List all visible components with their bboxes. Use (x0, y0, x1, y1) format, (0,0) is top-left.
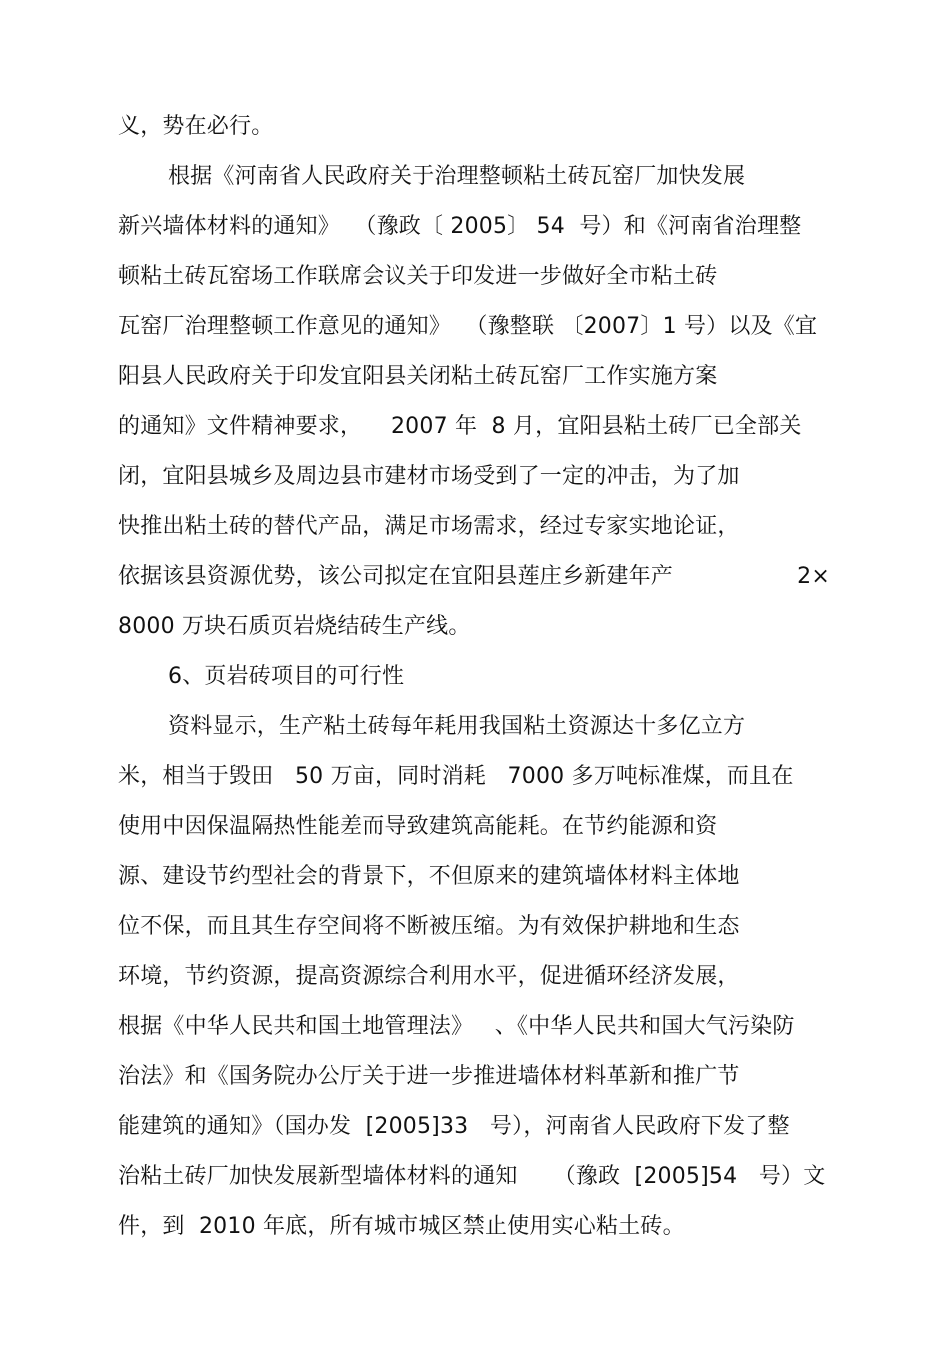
text-line: 件，到 2010 年底，所有城市城区禁止使用实心粘土砖。 (118, 1214, 685, 1239)
text-line: 闭，宜阳县城乡及周边县市建材市场受到了一定的冲击，为了加 (118, 464, 740, 489)
text-line: 根据《河南省人民政府关于治理整顿粘土砖瓦窑厂加快发展 (168, 164, 746, 189)
text-line: 根据《中华人民共和国土地管理法》 、《中华人民共和国大气污染防 (118, 1014, 795, 1039)
text-line: 资料显示，生产粘土砖每年耗用我国粘土资源达十多亿立方 (168, 714, 746, 739)
text-line: 位不保，而且其生存空间将不断被压缩。为有效保护耕地和生态 (118, 914, 740, 939)
text-line: 治法》和《国务院办公厅关于进一步推进墙体材料革新和推广节 (118, 1064, 740, 1089)
section-heading: 6、页岩砖项目的可行性 (168, 664, 405, 689)
text-line: 新兴墙体材料的通知》 （豫政〔 2005〕 54 号）和《河南省治理整 (118, 214, 802, 239)
text-line: 米，相当于毁田 50 万亩，同时消耗 7000 多万吨标准煤，而且在 (118, 764, 794, 789)
text-line: 能建筑的通知》（国办发 [2005]33 号），河南省人民政府下发了整 (118, 1114, 790, 1139)
text-line: 顿粘土砖瓦窑场工作联席会议关于印发进一步做好全市粘土砖 (118, 264, 718, 289)
text-line: 使用中因保温隔热性能差而导致建筑高能耗。在节约能源和资 (118, 814, 718, 839)
text-line: 的通知》文件精神要求， 2007 年 8 月，宜阳县粘土砖厂已全部关 (118, 414, 802, 439)
text-line: 源、建设节约型社会的背景下，不但原来的建筑墙体材料主体地 (118, 864, 740, 889)
text-line: 瓦窑厂治理整顿工作意见的通知》 （豫整联 〔2007〕1 号）以及《宜 (118, 314, 818, 339)
text-line: 环境，节约资源，提高资源综合利用水平，促进循环经济发展， (118, 964, 740, 989)
text-line: 依据该县资源优势，该公司拟定在宜阳县莲庄乡新建年产 (118, 564, 674, 589)
text-line: 8000 万块石质页岩烧结砖生产线。 (118, 614, 471, 639)
text-line: 阳县人民政府关于印发宜阳县关闭粘土砖瓦窑厂工作实施方案 (118, 364, 718, 389)
text-line: 快推出粘土砖的替代产品，满足市场需求，经过专家实地论证， (118, 514, 740, 539)
text-line: 治粘土砖厂加快发展新型墙体材料的通知 （豫政 [2005]54 号）文 (118, 1164, 826, 1189)
text-line-fragment: 2× (797, 564, 830, 589)
text-line: 义，势在必行。 (118, 114, 274, 139)
